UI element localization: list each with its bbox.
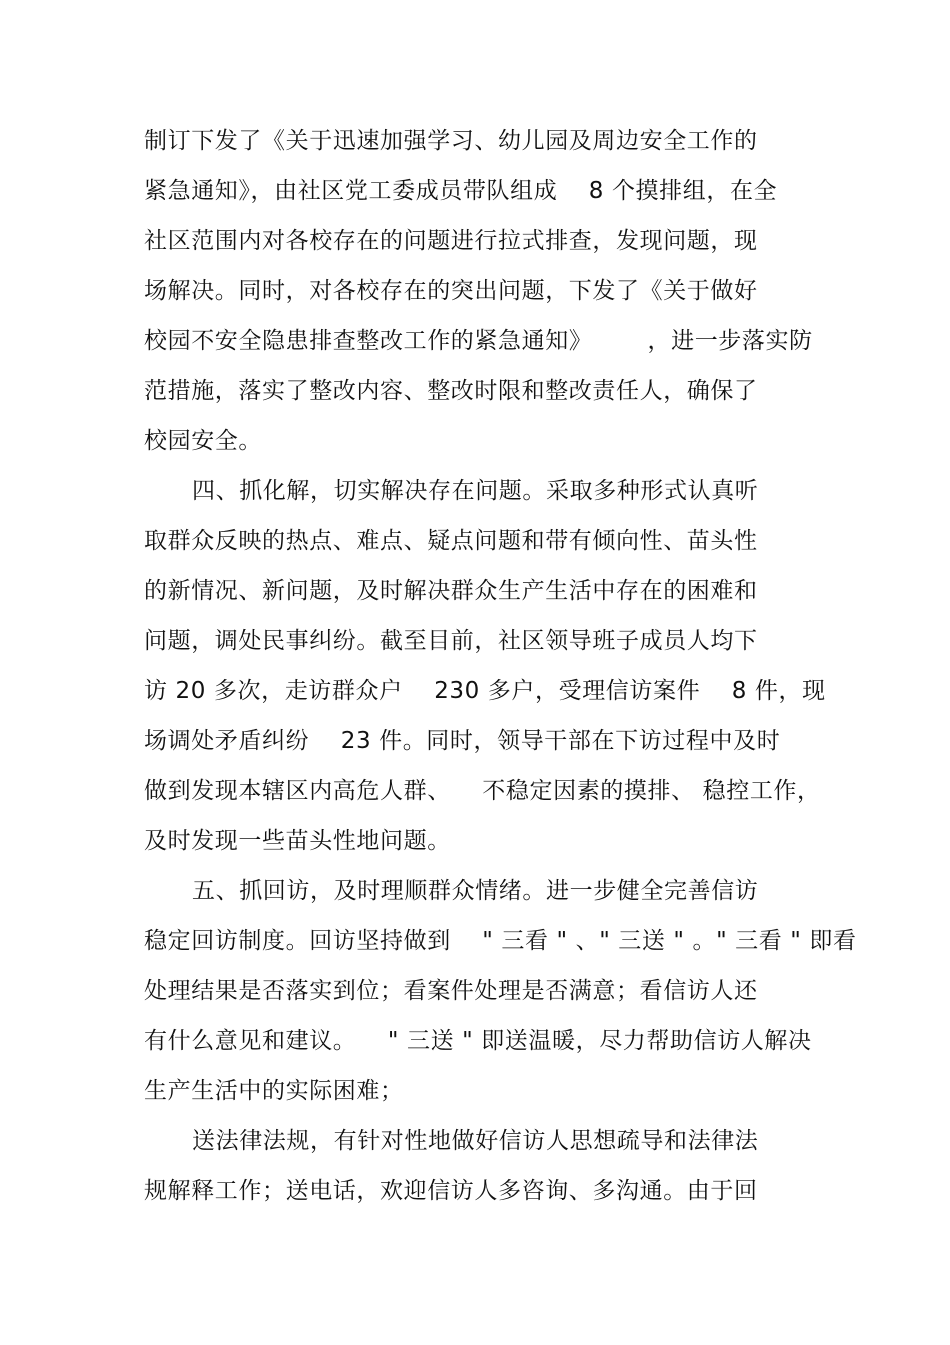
text-line: 取群众反映的热点、难点、疑点问题和带有倾向性、苗头性 (144, 528, 758, 554)
text-line: 校园不安全隐患排查整改工作的紧急通知》 ，进一步落实防 (144, 328, 813, 354)
text-line: 处理结果是否落实到位；看案件处理是否满意；看信访人还 (144, 978, 758, 1004)
text-line: 有什么意见和建议。 " 三送 " 即送温暖，尽力帮助信访人解决 (144, 1028, 812, 1054)
text-line: 场解决。同时，对各校存在的突出问题，下发了《关于做好 (144, 278, 758, 304)
text-line: 制订下发了《关于迅速加强学习、幼儿园及周边安全工作的 (144, 128, 758, 154)
text-line: 社区范围内对各校存在的问题进行拉式排查，发现问题，现 (144, 228, 758, 254)
text-line: 访 20 多次，走访群众户 230 多户，受理信访案件 8 件，现 (144, 678, 826, 704)
text-line: 做到发现本辖区内高危人群、 不稳定因素的摸排、 稳控工作， (144, 778, 821, 804)
paragraph-start-line: 五、抓回访，及时理顺群众情绪。进一步健全完善信访 (192, 878, 759, 904)
text-line: 生产生活中的实际困难； (144, 1078, 404, 1104)
text-line: 紧急通知》，由社区党工委成员带队组成 8 个摸排组，在全 (144, 178, 778, 204)
text-line: 校园安全。 (144, 428, 262, 454)
text-line: 的新情况、新问题，及时解决群众生产生活中存在的困难和 (144, 578, 758, 604)
paragraph-start-line: 送法律法规，有针对性地做好信访人思想疏导和法律法 (192, 1128, 759, 1154)
text-line: 及时发现一些苗头性地问题。 (144, 828, 451, 854)
text-line: 问题，调处民事纠纷。截至目前，社区领导班子成员人均下 (144, 628, 758, 654)
text-line: 稳定回访制度。回访坚持做到 " 三看 " 、" 三送 " 。" 三看 " 即看 (144, 928, 857, 954)
text-line: 规解释工作；送电话，欢迎信访人多咨询、多沟通。由于回 (144, 1178, 758, 1204)
text-line: 范措施，落实了整改内容、整改时限和整改责任人，确保了 (144, 378, 758, 404)
text-line: 场调处矛盾纠纷 23 件。同时，领导干部在下访过程中及时 (144, 728, 781, 754)
paragraph-start-line: 四、抓化解，切实解决存在问题。采取多种形式认真听 (192, 478, 759, 504)
